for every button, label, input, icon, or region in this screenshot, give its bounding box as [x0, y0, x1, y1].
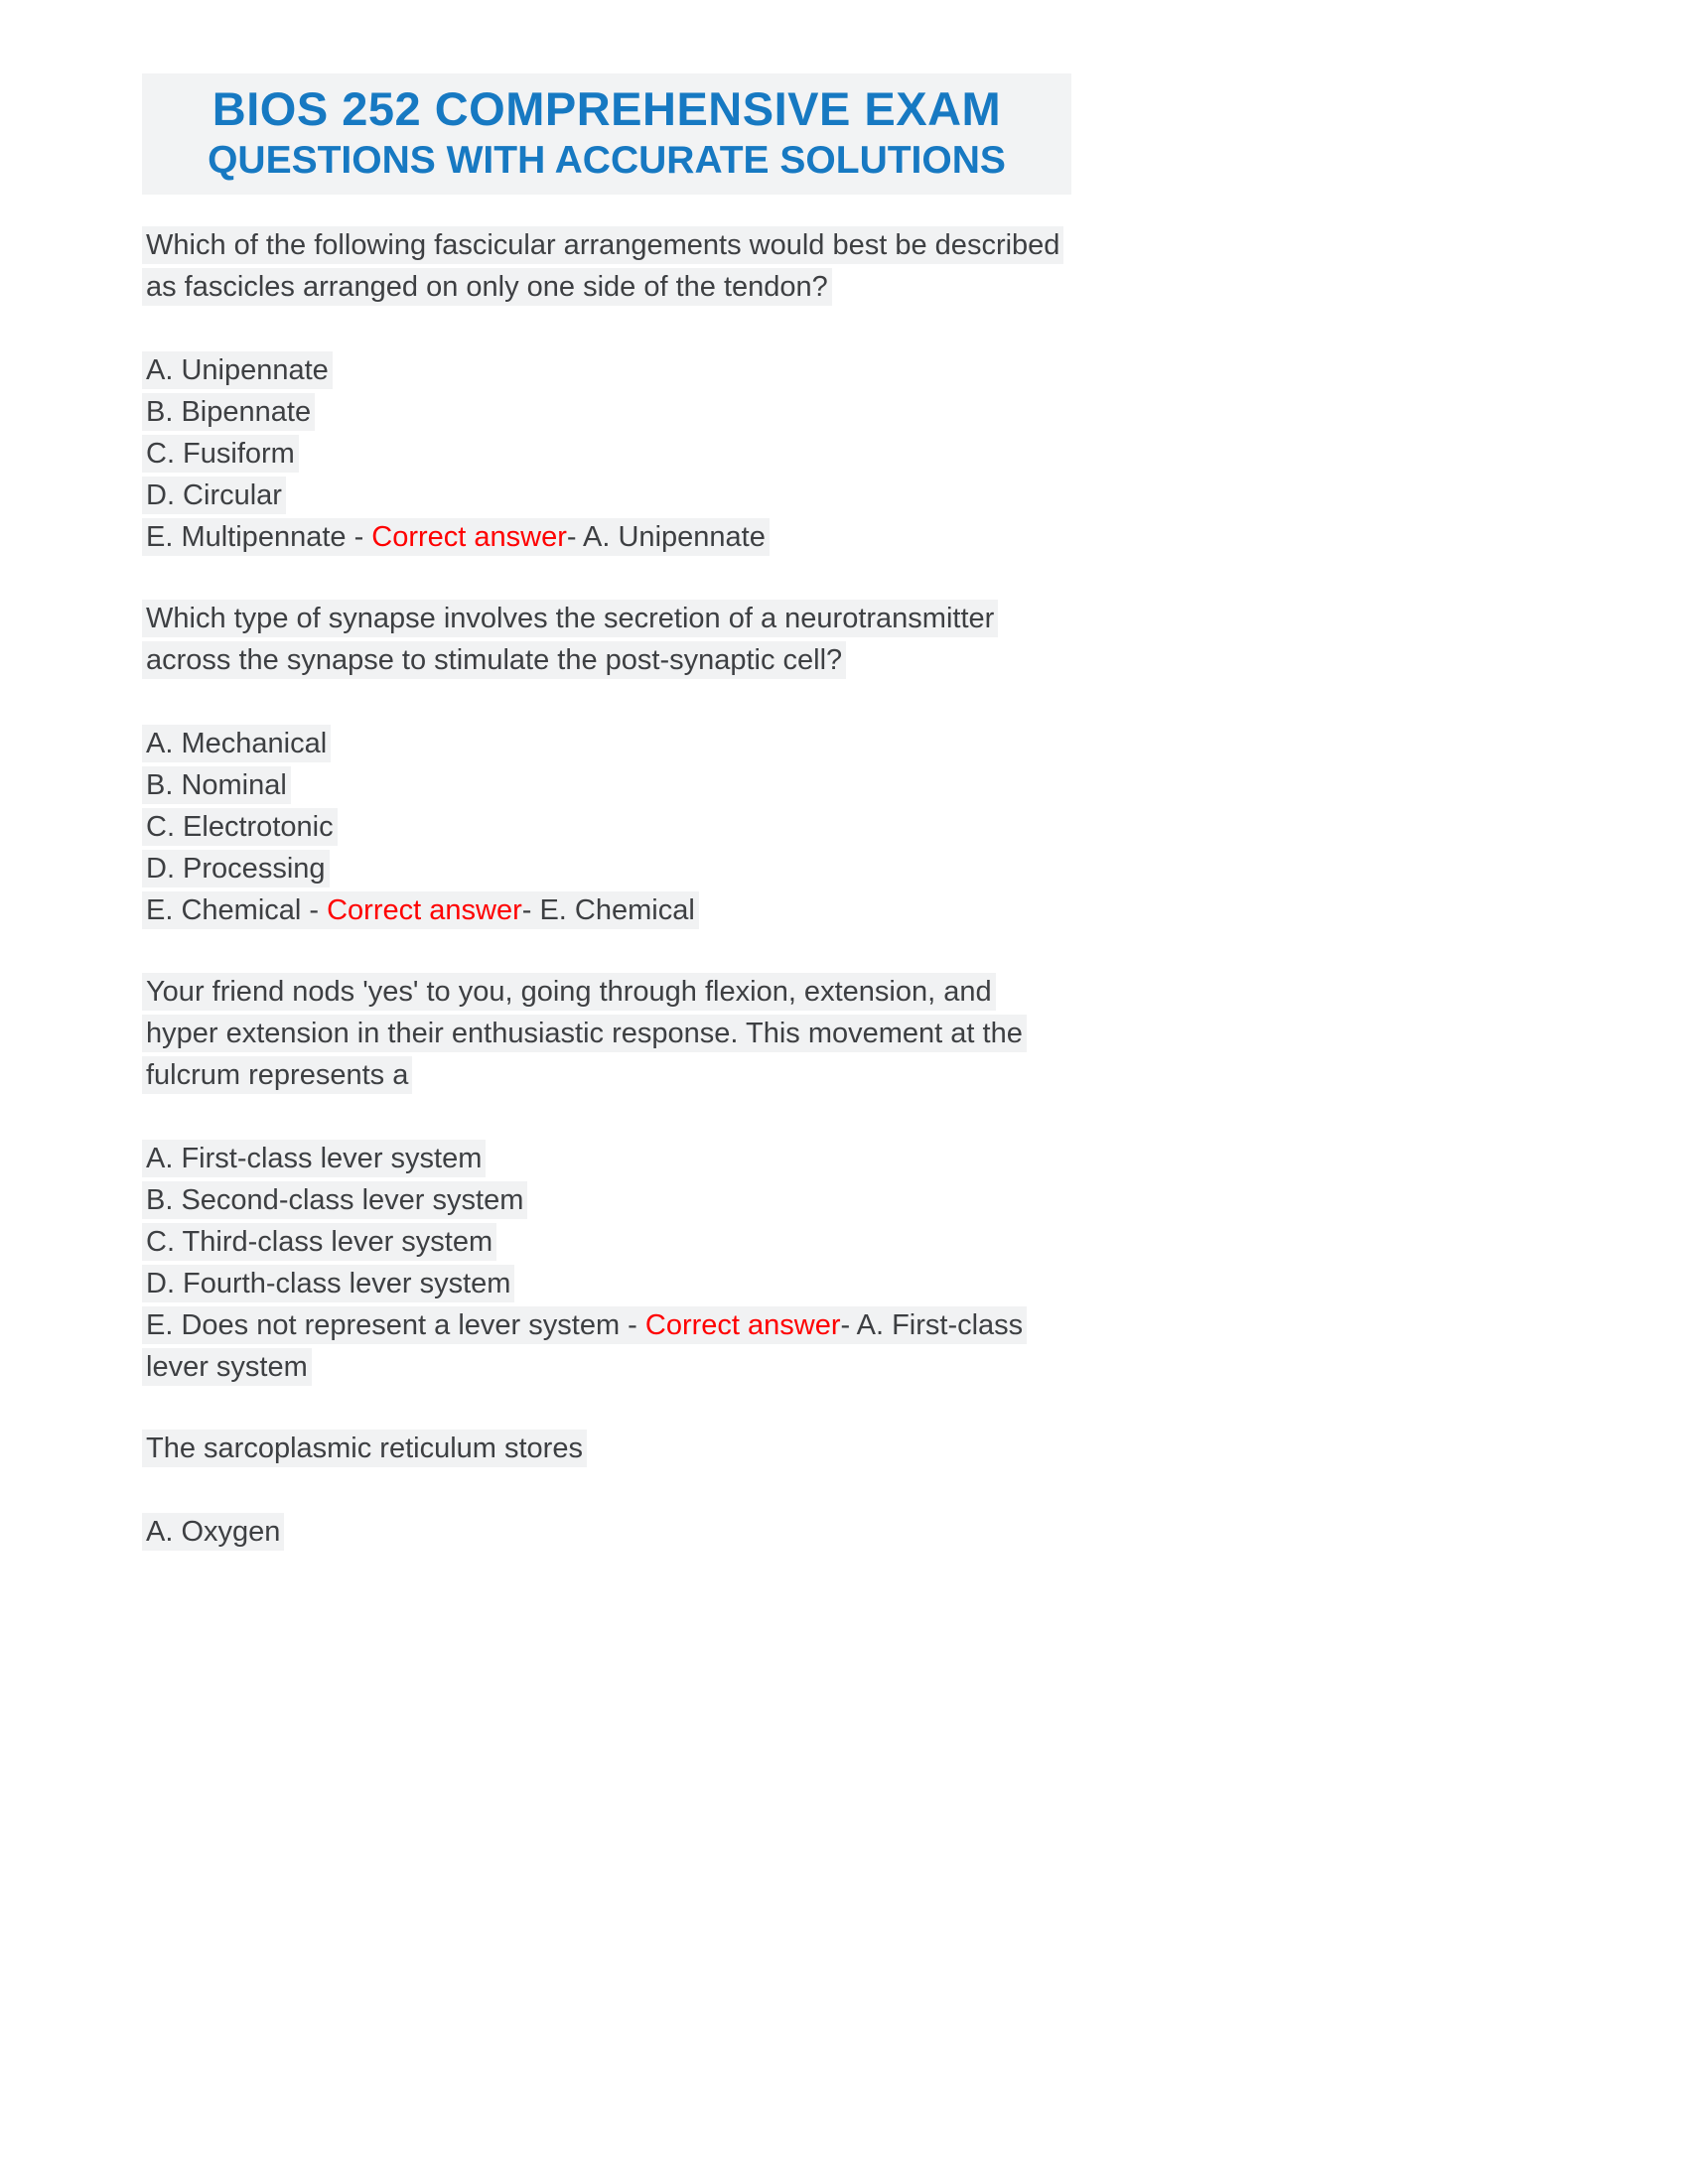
- option: [142, 848, 1071, 889]
- option: [142, 723, 1071, 764]
- option-text: [142, 891, 699, 929]
- option-with-answer: [142, 1304, 1071, 1388]
- option-text: A. Mechanical: [142, 725, 331, 762]
- option: [142, 1221, 1071, 1263]
- option-text: A. First-class lever system: [142, 1140, 486, 1177]
- option-prefix: E. Chemical -: [146, 894, 328, 926]
- question-text: [142, 1428, 1071, 1469]
- option: [142, 1263, 1071, 1304]
- question-1-text: Which of the following fascicular arrangements would best be described as fascicles arranged on only one side of the tendon?: [142, 226, 1063, 306]
- correct-answer-value: - E. Chemical: [521, 894, 695, 926]
- option: [142, 1511, 1071, 1553]
- option: [142, 391, 1071, 433]
- question-text: [142, 598, 1071, 681]
- title-line-1: BIOS 252 COMPREHENSIVE EXAM: [211, 82, 1002, 135]
- option-prefix: E. Does not represent a lever system -: [146, 1309, 645, 1341]
- question-text: [142, 971, 1071, 1096]
- title-line-2: QUESTIONS WITH ACCURATE SOLUTIONS: [208, 139, 1006, 182]
- correct-answer-label: Correct answer: [644, 1309, 841, 1341]
- options-list-2: [142, 723, 1071, 931]
- option-text: [142, 518, 770, 556]
- question-text: [142, 224, 1071, 308]
- option: [142, 475, 1071, 516]
- question-3-text: Your friend nods 'yes' to you, going through flexion, extension, and hyper extension in their enthusiastic response. This movement at the fulcrum represents a: [142, 973, 1027, 1094]
- correct-answer-value: - A. Unipennate: [566, 521, 766, 553]
- options-list-1: [142, 349, 1071, 558]
- option: [142, 349, 1071, 391]
- option: [142, 806, 1071, 848]
- option-text: D. Fourth-class lever system: [142, 1265, 514, 1302]
- option-text: B. Nominal: [142, 766, 291, 804]
- option-text: C. Third-class lever system: [142, 1223, 496, 1261]
- document-content: [142, 73, 1071, 1592]
- option: [142, 1138, 1071, 1179]
- option-text: A. Oxygen: [142, 1513, 284, 1551]
- option-text: [142, 1306, 1027, 1386]
- option-text: D. Circular: [142, 477, 286, 514]
- option-text: D. Processing: [142, 850, 330, 887]
- option-with-answer: [142, 889, 1071, 931]
- option-text: A. Unipennate: [142, 351, 333, 389]
- document-title: [142, 73, 1071, 195]
- question-block-1: [142, 224, 1071, 558]
- option-text: B. Second-class lever system: [142, 1181, 527, 1219]
- option-text: C. Fusiform: [142, 435, 299, 473]
- question-block-4: [142, 1428, 1071, 1553]
- option-text: C. Electrotonic: [142, 808, 338, 846]
- correct-answer-label: Correct answer: [327, 894, 522, 926]
- option: [142, 764, 1071, 806]
- question-4-text: The sarcoplasmic reticulum stores: [142, 1430, 587, 1467]
- question-block-3: [142, 971, 1071, 1388]
- question-block-2: [142, 598, 1071, 931]
- correct-answer-value: - A. First-class lever system: [146, 1309, 1024, 1383]
- options-list-3: [142, 1138, 1071, 1388]
- option-prefix: E. Multipennate -: [146, 521, 372, 553]
- option: [142, 1179, 1071, 1221]
- option-text: B. Bipennate: [142, 393, 315, 431]
- option: [142, 433, 1071, 475]
- question-2-text: Which type of synapse involves the secretion of a neurotransmitter across the synapse to stimulate the post-synaptic cell?: [142, 600, 998, 679]
- correct-answer-label: Correct answer: [371, 521, 567, 553]
- option-with-answer: [142, 516, 1071, 558]
- options-list-4: [142, 1511, 1071, 1553]
